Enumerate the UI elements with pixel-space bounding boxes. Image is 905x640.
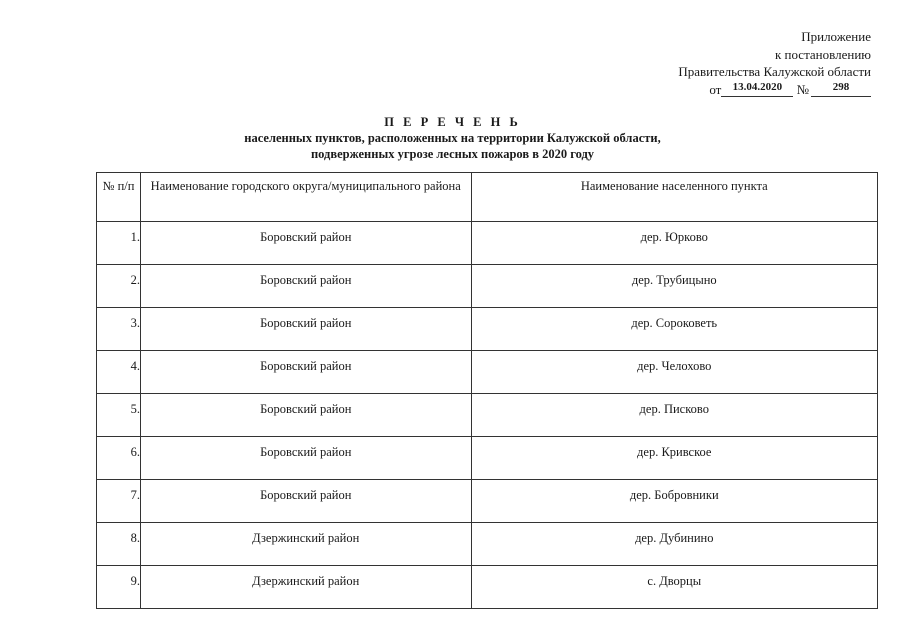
- row-num: 6.: [97, 437, 141, 480]
- row-num: 9.: [97, 566, 141, 609]
- row-settlement: дер. Кривское: [471, 437, 877, 480]
- row-district: Боровский район: [140, 222, 471, 265]
- table-row: [97, 222, 878, 265]
- table-row: [97, 394, 878, 437]
- row-district: Боровский район: [140, 437, 471, 480]
- resolution-date: 13.04.2020: [721, 79, 793, 98]
- table-header-row: [97, 173, 878, 222]
- table-row: [97, 523, 878, 566]
- row-settlement: с. Дворцы: [471, 566, 877, 609]
- row-num: 1.: [97, 222, 141, 265]
- title-line-1: населенных пунктов, расположенных на территории Калужской области,: [244, 131, 661, 145]
- row-district: Боровский район: [140, 265, 471, 308]
- row-district: Боровский район: [140, 308, 471, 351]
- row-num: 7.: [97, 480, 141, 523]
- appendix-header: [678, 28, 871, 101]
- settlements-table: [96, 172, 878, 609]
- header-district: Наименование городского округа/муниципального района: [140, 173, 471, 222]
- row-settlement: дер. Бобровники: [471, 480, 877, 523]
- row-district: Боровский район: [140, 351, 471, 394]
- appendix-government-label: Правительства Калужской области: [678, 64, 871, 79]
- table-row: [97, 566, 878, 609]
- number-label: №: [796, 81, 809, 97]
- table-row: [97, 265, 878, 308]
- row-num: 4.: [97, 351, 141, 394]
- title-line-2: подверженных угрозе лесных пожаров в 2020 году: [310, 147, 595, 161]
- row-settlement: дер. Писково: [471, 394, 877, 437]
- row-num: 2.: [97, 265, 141, 308]
- from-label: от: [709, 81, 722, 97]
- row-settlement: дер. Челохово: [471, 351, 877, 394]
- row-num: 5.: [97, 394, 141, 437]
- title-main: П Е Р Е Ч Е Н Ь: [384, 115, 521, 129]
- table-row: [97, 308, 878, 351]
- document-title: [0, 114, 905, 162]
- header-settlement: Наименование населенного пункта: [471, 173, 877, 222]
- row-district: Дзержинский район: [140, 523, 471, 566]
- row-settlement: дер. Трубицыно: [471, 265, 877, 308]
- row-district: Боровский район: [140, 480, 471, 523]
- table-row: [97, 351, 878, 394]
- header-num: № п/п: [97, 173, 141, 222]
- row-num: 3.: [97, 308, 141, 351]
- table-row: [97, 480, 878, 523]
- row-district: Боровский район: [140, 394, 471, 437]
- row-settlement: дер. Сороковеть: [471, 308, 877, 351]
- resolution-reference: [678, 81, 871, 102]
- table-row: [97, 437, 878, 480]
- appendix-label: Приложение: [801, 29, 871, 44]
- row-district: Дзержинский район: [140, 566, 471, 609]
- resolution-number: 298: [811, 79, 871, 98]
- row-settlement: дер. Юрково: [471, 222, 877, 265]
- appendix-resolution-label: к постановлению: [774, 46, 871, 62]
- row-settlement: дер. Дубинино: [471, 523, 877, 566]
- row-num: 8.: [97, 523, 141, 566]
